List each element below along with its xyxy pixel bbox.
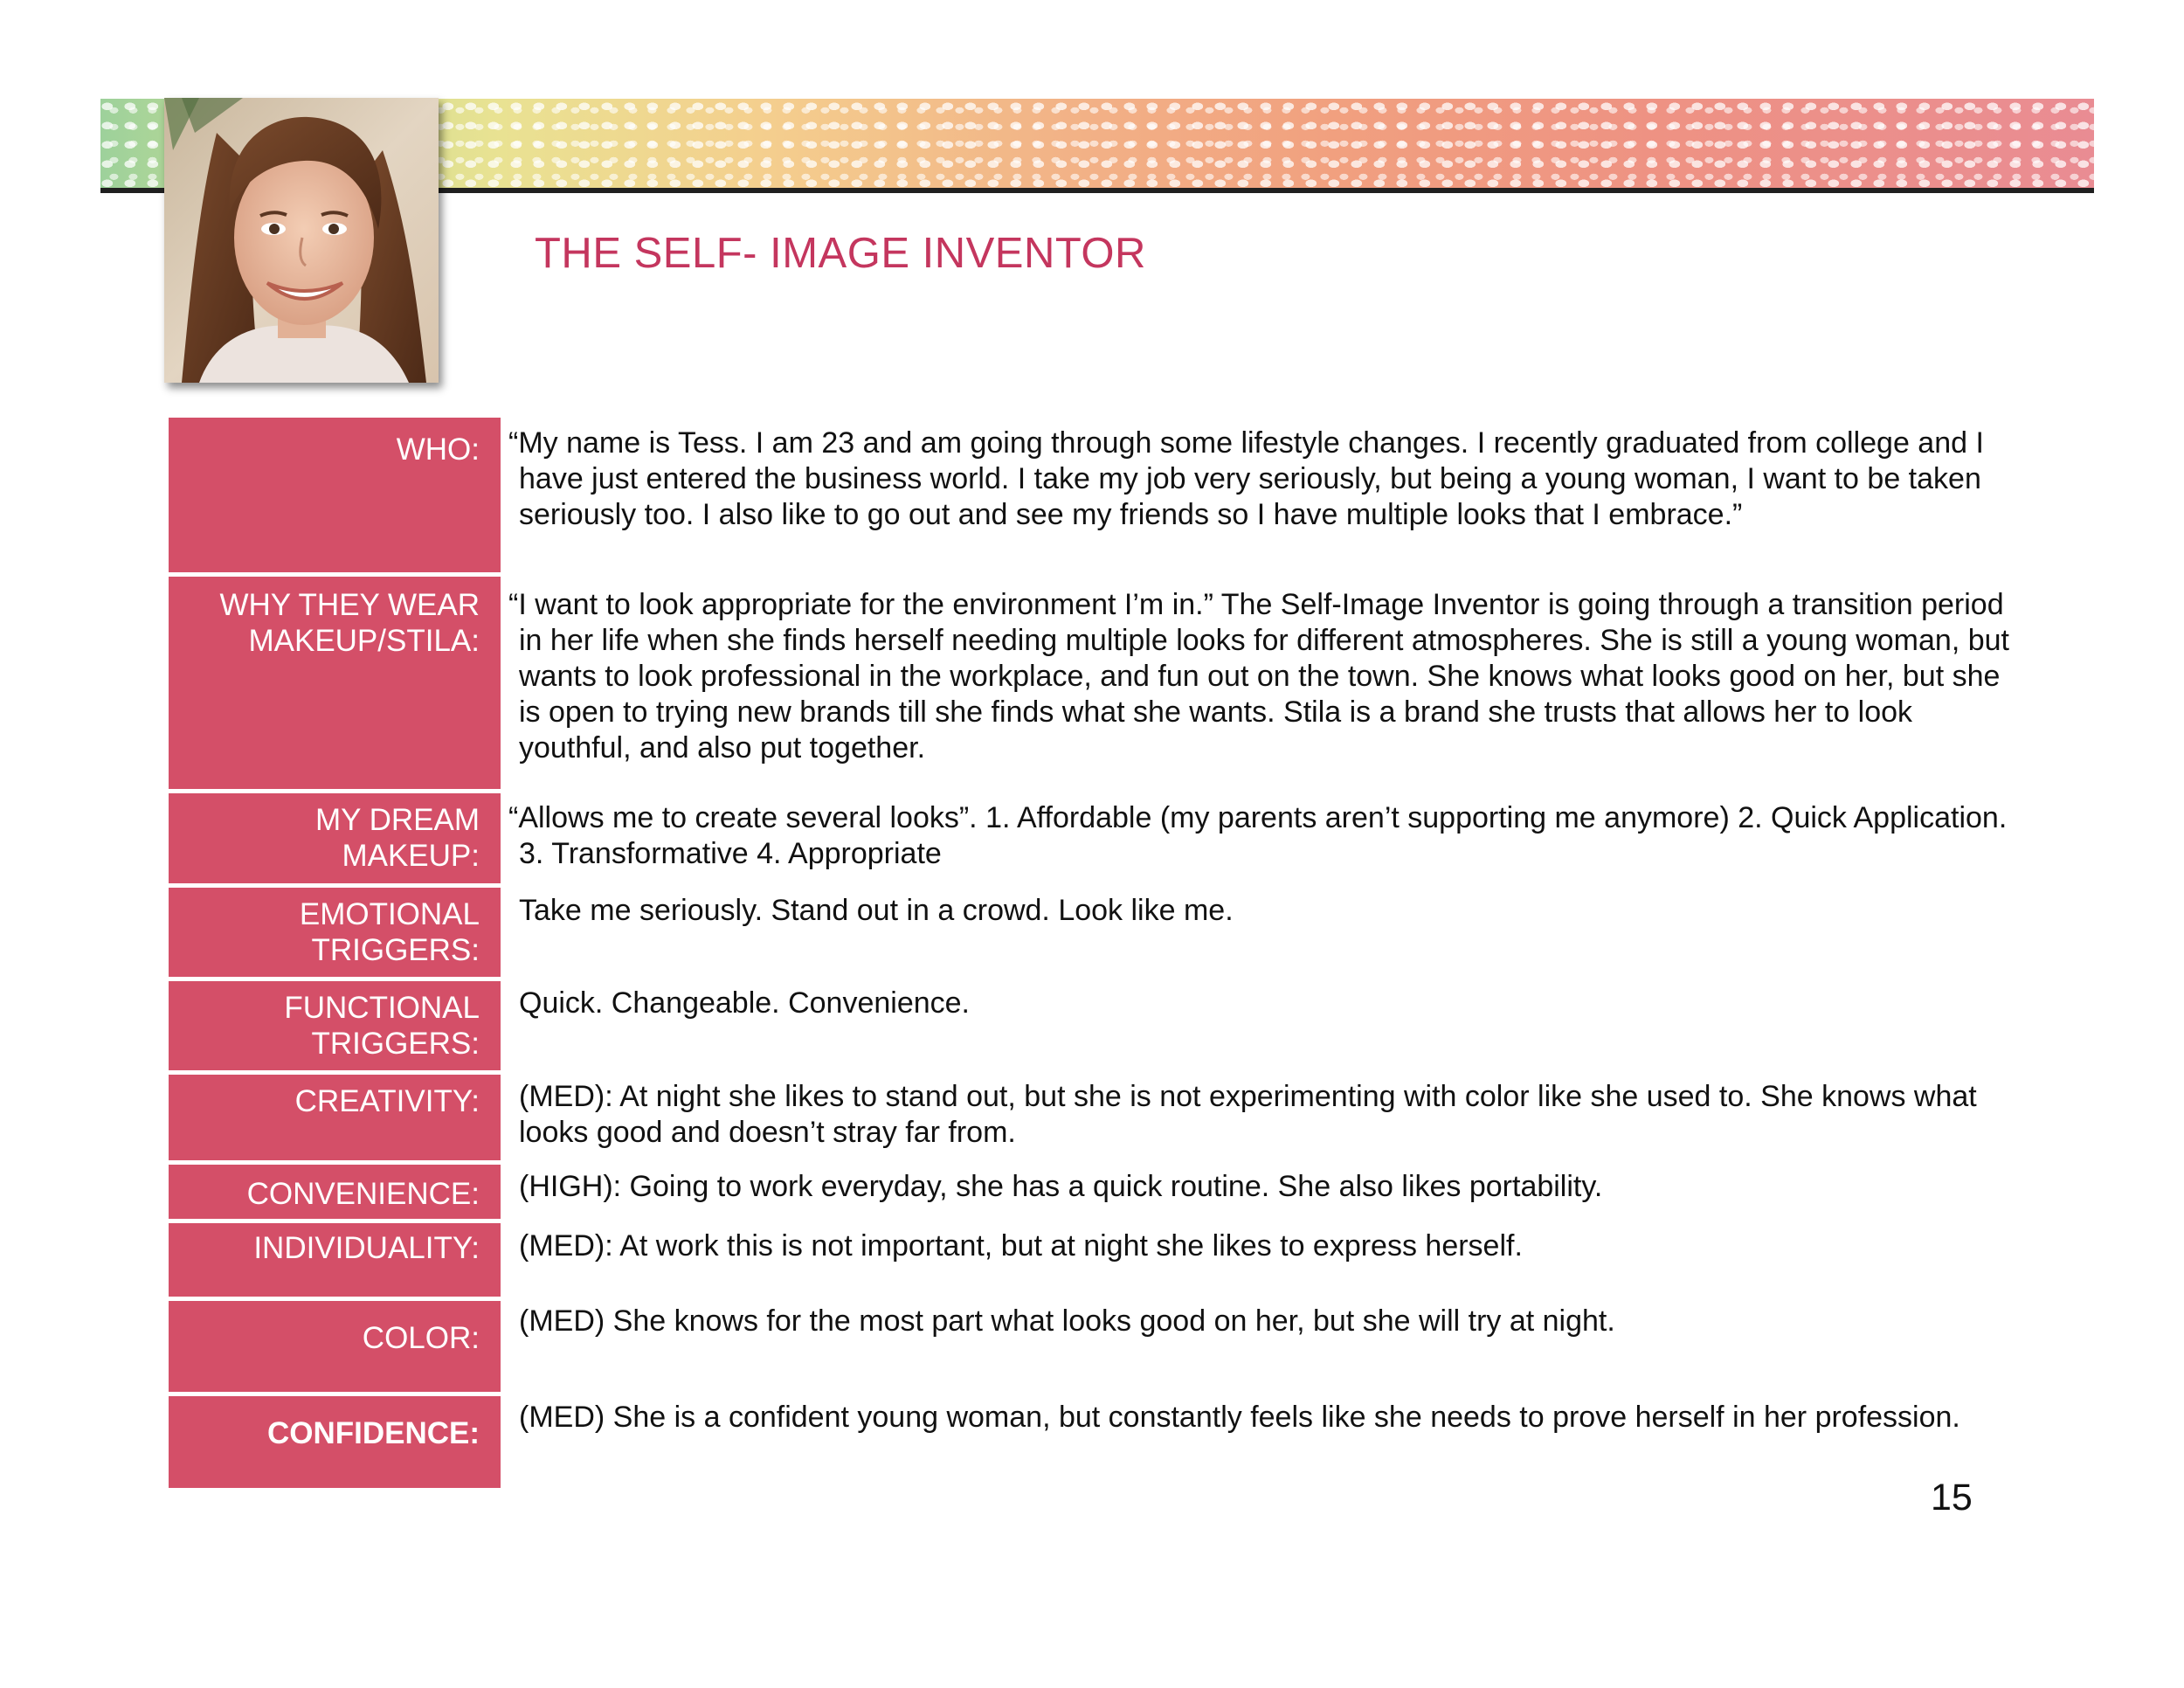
value-individuality: (MED): At work this is not important, but at night she likes to express herself. xyxy=(519,1229,1523,1263)
label-color: COLOR: xyxy=(169,1301,501,1392)
woman-portrait-icon xyxy=(164,98,439,383)
label-dream-makeup: MY DREAM MAKEUP: xyxy=(169,793,501,883)
value-emotional-triggers: Take me seriously. Stand out in a crowd. Look like me. xyxy=(519,894,1234,927)
value-color: (MED) She knows for the most part what looks good on her, but she will try at night. xyxy=(519,1304,1615,1338)
label-confidence: CONFIDENCE: xyxy=(169,1396,501,1488)
persona-photo xyxy=(164,98,439,383)
label-individuality: INDIVIDUALITY: xyxy=(169,1223,501,1297)
page-title: THE SELF- IMAGE INVENTOR xyxy=(535,230,1146,277)
value-dream-makeup: “Allows me to create several looks”. 1. Affordable (my parents aren’t supporting me anymore) 2. Quick Application. 3. Transformative 4. Appropriate xyxy=(508,801,2008,870)
label-why-they-wear: WHY THEY WEAR MAKEUP/STILA: xyxy=(169,577,501,789)
value-functional-triggers: Quick. Changeable. Convenience. xyxy=(519,986,970,1020)
value-creativity: (MED): At night she likes to stand out, but she is not experimenting with color like she used to. She knows what looks good and doesn’t stray far from. xyxy=(519,1080,1977,1149)
value-confidence: (MED) She is a confident young woman, but constantly feels like she needs to prove herself in her profession. xyxy=(519,1401,1960,1434)
label-who: WHO: xyxy=(169,418,501,572)
page-number: 15 xyxy=(1931,1477,1973,1519)
value-who: “My name is Tess. I am 23 and am going through some lifestyle changes. I recently graduated from college and I have just entered the business world. I take my job very seriously, but being a young woman, I want to be taken seriously too. I also like to go out and see my friends so I have multiple looks that I embrace.” xyxy=(508,426,1984,531)
label-convenience: CONVENIENCE: xyxy=(169,1165,501,1219)
label-functional-triggers: FUNCTIONAL TRIGGERS: xyxy=(169,981,501,1070)
value-convenience: (HIGH): Going to work everyday, she has a quick routine. She also likes portability. xyxy=(519,1170,1603,1203)
label-emotional-triggers: EMOTIONAL TRIGGERS: xyxy=(169,888,501,977)
label-creativity: CREATIVITY: xyxy=(169,1075,501,1160)
value-why-they-wear: “I want to look appropriate for the environment I’m in.” The Self-Image Inventor is going through a transition period in her life when she finds herself needing multiple looks for different atmospheres. She is still a young woman, but wants to look professional in the workplace, and fun out on the town. She knows what looks good on her, but she is open to trying new brands till she finds what she wants. Stila is a brand she trusts that allows her to look youthful, and also put together. xyxy=(508,588,2009,764)
